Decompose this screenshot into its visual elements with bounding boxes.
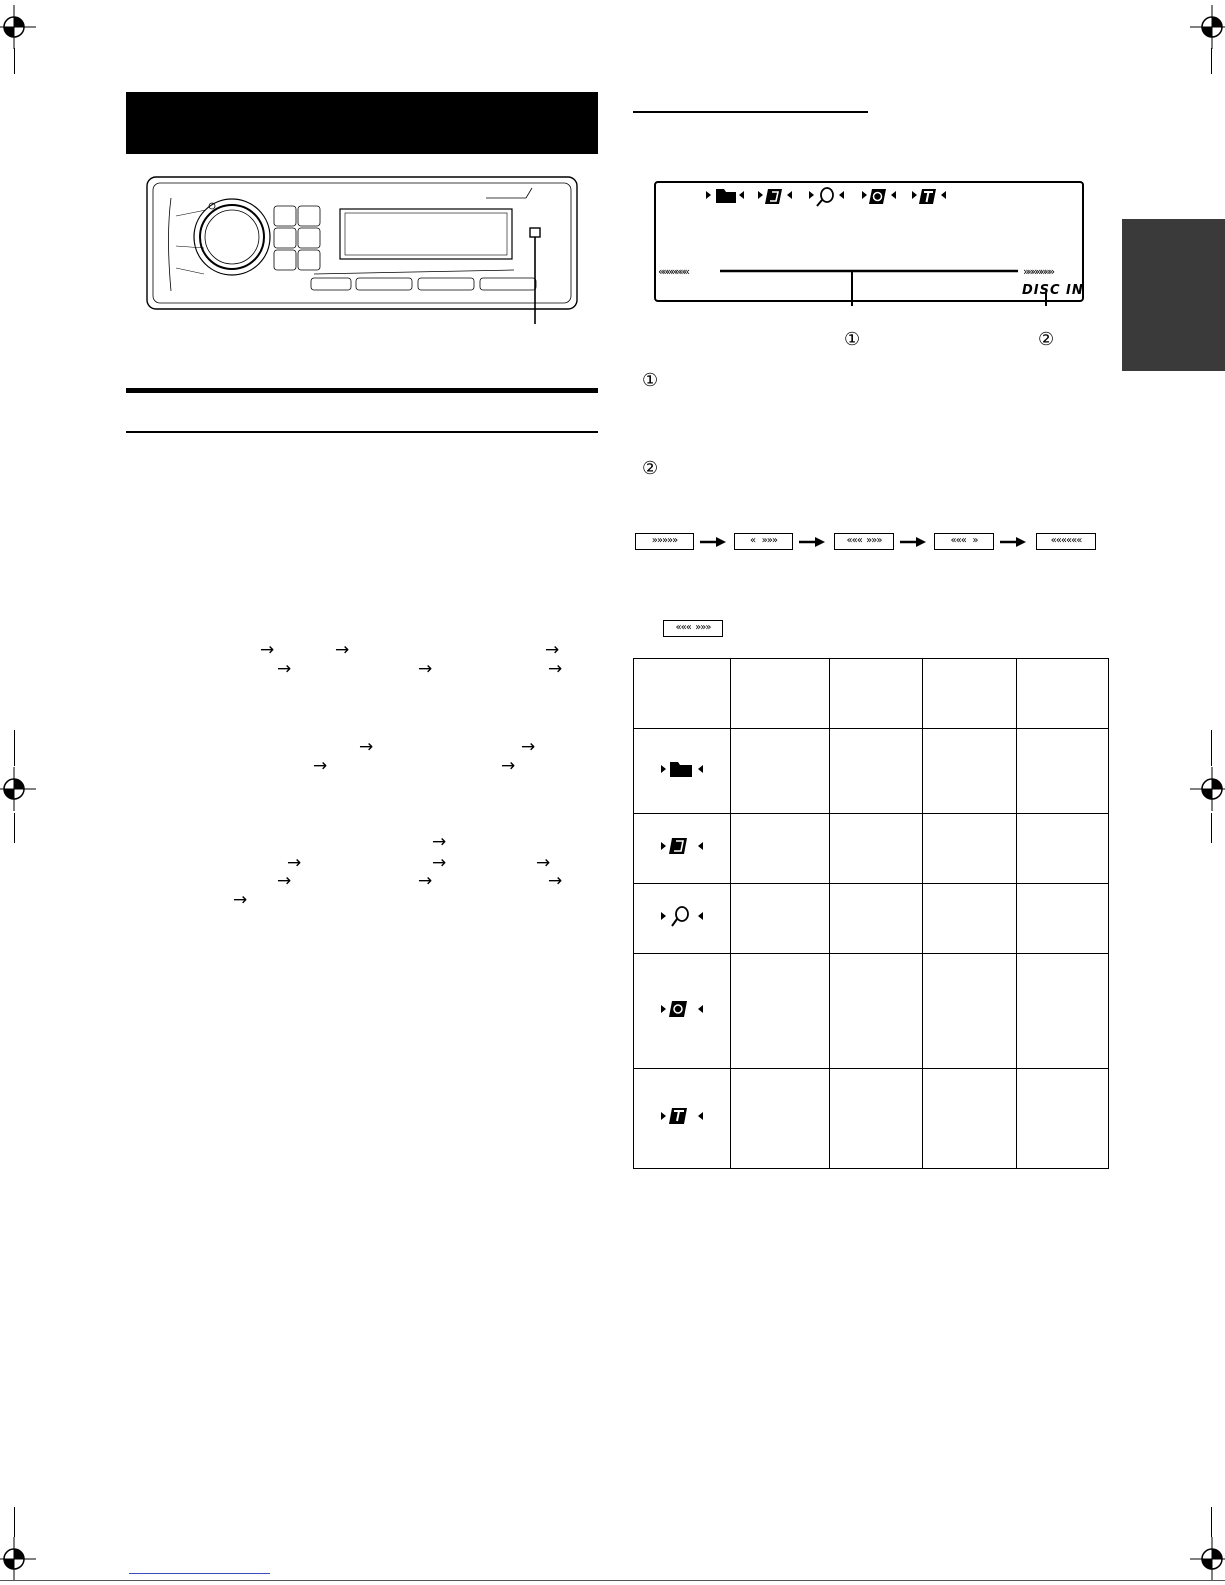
folder-icon — [659, 760, 705, 778]
arrow-glyph: → — [277, 871, 292, 891]
arrow-glyph: → — [521, 737, 536, 757]
arrow-glyph: → — [501, 756, 516, 776]
crop-line-mid-right-a — [1211, 730, 1212, 766]
arrow-glyph: → — [418, 659, 433, 679]
microphone-icon — [659, 905, 705, 927]
arrow-glyph: → — [260, 640, 275, 660]
arrow-glyph: → — [335, 640, 350, 660]
right-heading-underline — [633, 111, 868, 113]
head-unit-illustration — [146, 176, 580, 326]
sequence-arrow-icon — [900, 537, 926, 547]
level-left-chevrons: ««««««« — [658, 265, 688, 278]
arrow-glyph: → — [545, 640, 560, 660]
registration-mark-mid-left — [0, 767, 36, 811]
footer-rule — [0, 1580, 1225, 1581]
note-marker-2: ② — [642, 458, 659, 479]
callout-marker-1: ① — [844, 329, 861, 350]
table-row — [634, 729, 1109, 814]
display-panel-illustration — [654, 181, 1084, 306]
arrow-glyph: → — [548, 659, 563, 679]
registration-mark-bottom-right — [1190, 1537, 1225, 1581]
arrow-glyph: → — [359, 737, 374, 757]
icon-table — [633, 658, 1109, 1169]
crop-line-mid-left-a — [14, 730, 15, 766]
sequence-arrow-icon — [700, 537, 726, 547]
crop-line-bottom-right — [1211, 1507, 1212, 1537]
arrow-glyph: → — [287, 853, 302, 873]
disc-icon — [659, 999, 705, 1019]
section-heading-rule-thin — [126, 431, 598, 433]
crop-line-mid-right-b — [1211, 813, 1212, 843]
crop-line-bottom-left — [14, 1507, 15, 1537]
sequence-arrow-icon — [1000, 537, 1026, 547]
music-note-icon — [659, 836, 705, 856]
section-side-tab — [1122, 219, 1225, 371]
sequence-arrow-icon — [799, 537, 825, 547]
registration-mark-top-right — [1190, 5, 1225, 49]
arrow-glyph: → — [233, 890, 248, 910]
arrow-glyph: → — [313, 756, 328, 776]
table-row — [634, 954, 1109, 1069]
level-step-2: « »»» — [734, 533, 793, 550]
arrow-glyph: → — [536, 853, 551, 873]
level-step-1: »»»»» — [635, 533, 694, 550]
table-header-row — [634, 659, 1109, 729]
arrow-glyph: → — [277, 659, 292, 679]
crop-line-top-right — [1211, 48, 1212, 74]
registration-mark-mid-right — [1190, 767, 1225, 811]
level-step-5: «««««« — [1036, 533, 1096, 550]
footer-link-underline — [129, 1573, 270, 1574]
note-marker-1: ① — [642, 370, 659, 391]
crop-line-top-left — [14, 48, 15, 74]
arrow-glyph: → — [432, 832, 447, 852]
level-step-3: ««« »»» — [834, 533, 894, 550]
title-t-icon — [659, 1106, 705, 1126]
level-step-4: ««« » — [934, 533, 994, 550]
crop-line-mid-left-b — [14, 813, 15, 843]
arrow-glyph: → — [418, 871, 433, 891]
table-row — [634, 884, 1109, 954]
registration-mark-top-left — [0, 5, 36, 49]
arrow-glyph: → — [548, 871, 563, 891]
arrow-glyph: → — [432, 853, 447, 873]
table-row — [634, 1069, 1109, 1169]
disc-in-indicator: DISC IN — [1022, 283, 1084, 298]
section-heading-rule-thick — [126, 388, 598, 393]
callout-marker-2: ② — [1038, 329, 1055, 350]
registration-mark-bottom-left — [0, 1537, 36, 1581]
level-example-box: ««« »»» — [663, 620, 723, 637]
section-title-band — [126, 92, 598, 154]
table-row — [634, 814, 1109, 884]
level-right-chevrons: »»»»»»» — [1023, 265, 1053, 278]
